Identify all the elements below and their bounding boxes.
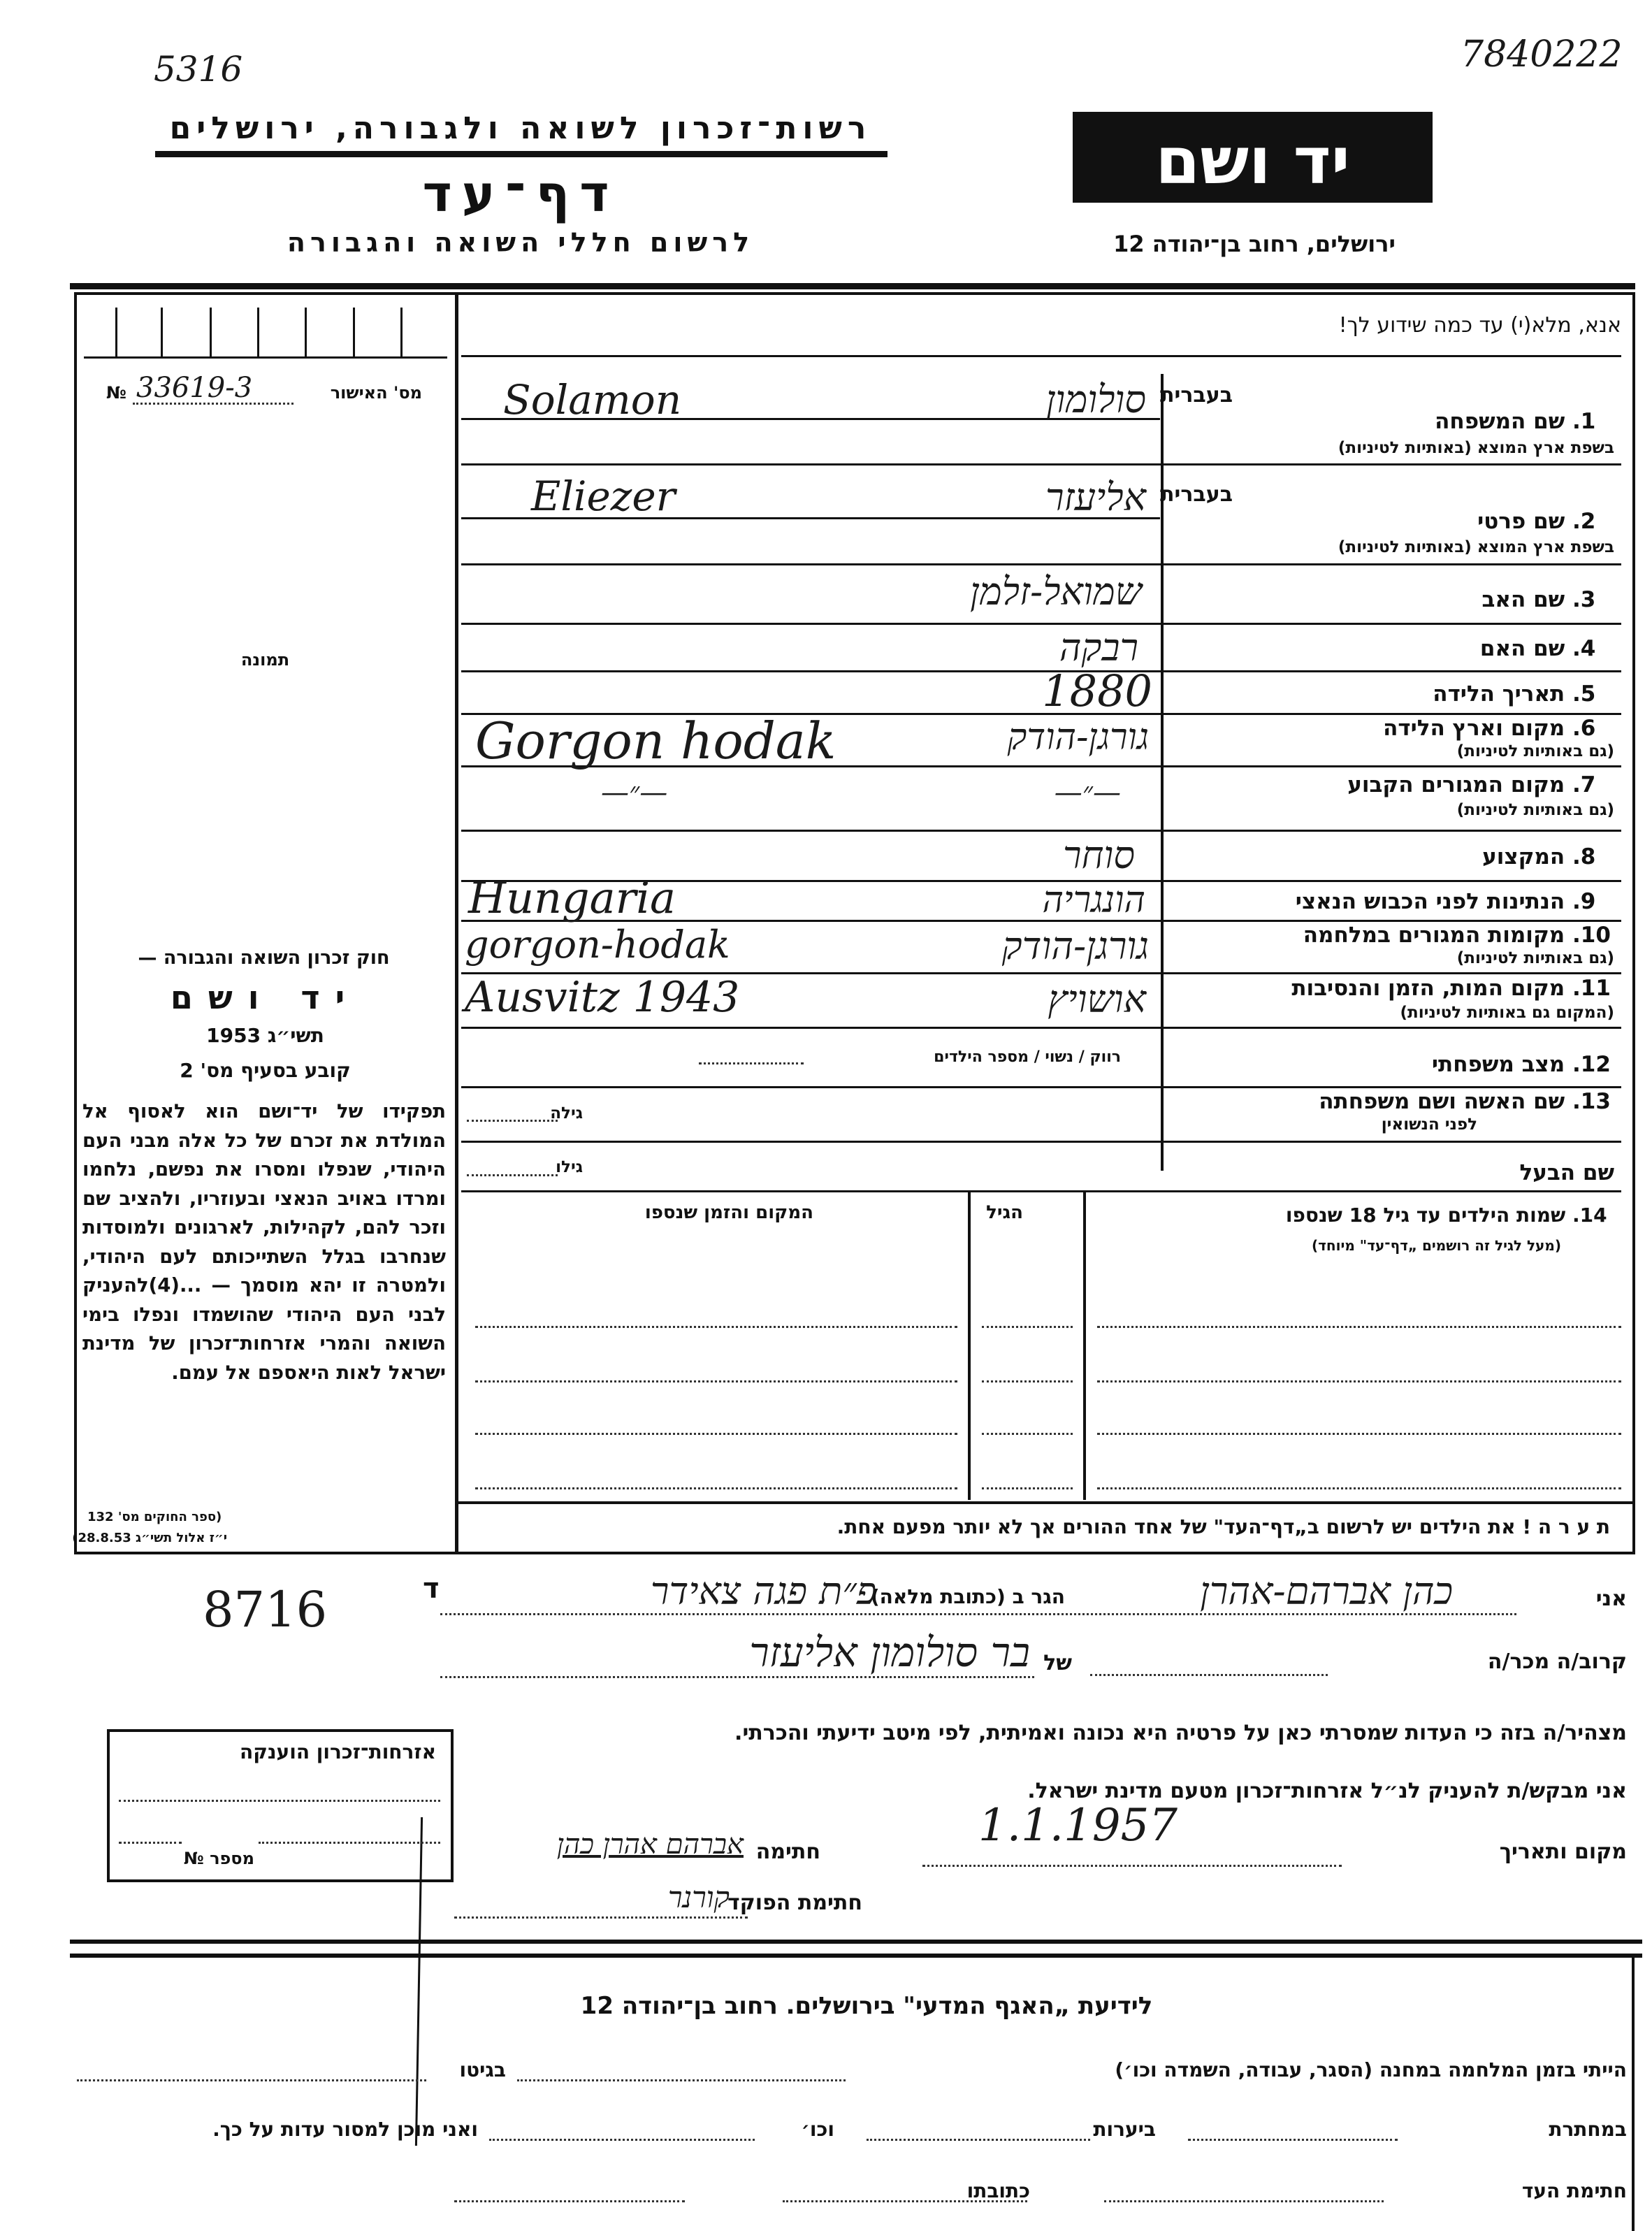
org-name: רשות־זכרון לשואה ולגבורה, ירושלים [169, 110, 872, 146]
place-date-label: מקום ותאריך [1499, 1840, 1627, 1864]
field-sublabel-wartime-residence: (גם באותיות לטיניות) [1456, 949, 1614, 967]
left-column-divider [455, 292, 458, 1554]
date-line [922, 1865, 1342, 1867]
wife-age-label: גילה [550, 1104, 583, 1122]
camp-line[interactable] [517, 2079, 846, 2081]
declarant-name[interactable]: כהן אברהם-אהרן [1200, 1569, 1453, 1613]
page-title: דף־עד [422, 164, 619, 223]
value-death-latin[interactable]: Ausvitz 1943 [465, 973, 740, 1022]
approval-line [133, 403, 294, 405]
husband-age-line[interactable] [467, 1174, 558, 1176]
handwritten-note-top-right: 7840222 [1461, 34, 1623, 75]
field-label-birth-place: 6. מקום וארץ הלידה [1383, 716, 1596, 741]
value-death-hebrew[interactable]: אושויץ [1048, 977, 1146, 1021]
org-underline [155, 151, 887, 157]
field-label-first-name: 2. שם פרטי [1477, 509, 1596, 534]
field-label-wife-name: 13. שם האשה ושם משפחתה [1319, 1089, 1611, 1114]
witness-signature-line[interactable] [1104, 2200, 1384, 2202]
handwritten-note-top-left: 5316 [154, 49, 243, 89]
declarant-address[interactable]: פ״ת פגה צאידר [650, 1569, 876, 1613]
header-rule [70, 283, 1635, 289]
page-subtitle: לרשום חללי השואה והגבורה [287, 227, 755, 258]
witness-address-label: כתובתו [966, 2179, 1030, 2202]
value-wartime-residence-hebrew[interactable]: גורגן-הודק [1001, 924, 1149, 968]
ready-to-testify: ואני מוכן למסור עדות על כך. [212, 2118, 478, 2141]
residing-label: הגר ב (כתובת מלאה) [870, 1585, 1065, 1608]
underground-line[interactable] [1188, 2139, 1398, 2141]
law-reference-2: י״ז אלול תשי״ג 28.8.53) [72, 1531, 227, 1545]
value-residence-latin[interactable]: —״— [601, 777, 668, 809]
ghetto-line[interactable] [77, 2079, 426, 2081]
field-label-birth-date: 5. תאריך הלידה [1433, 681, 1596, 707]
value-birth-place-hebrew[interactable]: גורגן-הודק [1007, 716, 1149, 758]
field-label-mother-name: 4. שם האם [1479, 636, 1596, 661]
field-label-nationality: 9. הנתינות לפני הכבוש הנאצי [1295, 889, 1596, 914]
children-col-divider-2 [1083, 1192, 1086, 1500]
in-hebrew-label-2: בעברית [1160, 482, 1233, 507]
in-hebrew-label-1: בעברית [1160, 383, 1233, 407]
law-name: יד ושם [170, 979, 361, 1016]
declarant-line [440, 1613, 1516, 1615]
value-birth-place-latin[interactable]: Gorgon hodak [475, 712, 836, 770]
value-birth-date[interactable]: 1880 [1042, 665, 1152, 716]
value-family-name-latin[interactable]: Solamon [503, 376, 682, 424]
memorial-citizenship-line-2b[interactable] [259, 1842, 440, 1844]
photo-label: תמונה [240, 650, 290, 670]
scientific-dept-notice: לידיעת „האגף המדעי" בירושלים. רחוב בן־יהודה 12 [580, 1992, 1153, 2020]
law-reference-1: (ספר החוקים מס' 132 [87, 1510, 222, 1524]
recorder-signature[interactable]: קורנר [667, 1880, 730, 1914]
value-first-name-hebrew[interactable]: אליעזר [1045, 475, 1146, 519]
field-label-residence: 7. מקום המגורים הקבוע [1347, 772, 1596, 797]
header-address: ירושלים, רחוב בן־יהודה 12 [1113, 231, 1396, 257]
field-label-marital-status: 12. מצב משפחתי [1431, 1052, 1611, 1077]
field-label-wartime-residence: 10. מקומות המגורים במלחמה [1303, 923, 1611, 948]
file-note: 8716 [203, 1581, 328, 1638]
field-sublabel-death: (המקום גם באותיות לטיניות) [1400, 1004, 1614, 1022]
field-sublabel-first-name: בשפת ארץ המוצא (באותיות לטיניות) [1338, 538, 1614, 556]
wife-age-line[interactable] [467, 1120, 558, 1122]
recorder-signature-label: חתימת הפוקד [727, 1891, 862, 1915]
forests-label: ביערות [1093, 2118, 1156, 2141]
law-year: תשי״ג 1953 [206, 1024, 324, 1047]
children-label: 14. שמות הילדים עד גיל 18 שנספו [1285, 1204, 1607, 1227]
date-value[interactable]: 1.1.1957 [978, 1800, 1178, 1851]
field-sublabel-wife-name: לפני הנשואין [1381, 1116, 1477, 1134]
marital-status-options[interactable]: רווק / נשוי / מספר הילדים [934, 1048, 1121, 1066]
etc-line[interactable] [489, 2139, 755, 2141]
children-col-divider-1 [968, 1192, 971, 1500]
law-body: תפקידו של יד־ושם הוא לאסוף אל המולדת את זכרם של כל אלה מבני העם היהודי, שנפלו ומסרו את נפשם, נלחמו ומרדו באויב הנאצי ובעוזריו, ולהציב שם וזכר להם, לקהילות, לארגונים ולמוסדות שנחרבו בגלל השתייכותם לעם היהודי, ולמטרה זו יהא מוסמך — ...(4)להעניק לבני העם היהודי שהושמדו ונפלו בימי השואה והמרי אזרחות־זכרון של מדינת ישראל לאות היאספם אל עמם. [82, 1100, 446, 1384]
number-sign: № [106, 383, 126, 403]
law-section: קובע בסעיף מס' 2 [180, 1059, 351, 1082]
approval-label: מס' האישור [330, 383, 422, 403]
underground-label: במחתרת [1549, 2118, 1627, 2141]
field-label-husband-name: שם הבעל [1519, 1160, 1614, 1185]
value-father-name[interactable]: שמואל-זלמן [969, 570, 1142, 614]
field-sublabel-family-name: בשפת ארץ המוצא (באותיות לטיניות) [1338, 439, 1614, 457]
of-label: של [1043, 1651, 1072, 1675]
value-family-name-hebrew[interactable]: סולומון [1045, 377, 1146, 421]
relative-label: קרוב/ה מכר/ה [1487, 1649, 1627, 1674]
bottom-right-border [1632, 1957, 1635, 2231]
field-label-family-name: 1. שם המשפחה [1435, 409, 1596, 434]
form-instruction: אנא, מלא(י) עד כמה שידוע לך! [1338, 313, 1621, 338]
value-nationality-hebrew[interactable]: הונגריה [1042, 879, 1145, 921]
value-profession[interactable]: סוחר [1062, 833, 1135, 877]
children-age-header: הגיל [986, 1202, 1023, 1223]
children-sublabel: (מעל לגיל זה רושמים „דף־עד" מיוחד) [1311, 1237, 1561, 1254]
witness-address-line-1[interactable] [783, 2200, 1027, 2202]
warning-rule [458, 1501, 1635, 1504]
value-nationality-latin[interactable]: Hungaria [468, 872, 676, 923]
approval-number: 33619-3 [136, 372, 253, 404]
children-place-header: המקום והזמן שנספו [644, 1202, 813, 1223]
field-sublabel-birth-place: (גם באותיות לטיניות) [1456, 742, 1614, 760]
husband-age-label: גילו [556, 1158, 583, 1176]
value-residence-hebrew[interactable]: —״— [1054, 777, 1121, 809]
witness-address-line-2[interactable] [454, 2200, 685, 2202]
field-label-father-name: 3. שם האב [1481, 587, 1596, 612]
recorder-line [454, 1916, 748, 1919]
section-rule-2 [70, 1954, 1642, 1958]
children-warning: ת ע ר ה ! את הילדים יש לרשום ב„דף־העד" של אחד ההורים אך לא יותר מפעם אחת. [836, 1515, 1610, 1538]
field-sublabel-residence: (גם באותיות לטיניות) [1456, 801, 1614, 819]
field-label-profession: 8. המקצוע [1482, 844, 1596, 869]
law-title: חוק זכרון השואה והגבורה — [138, 947, 390, 969]
memorial-citizenship-line-2a [119, 1842, 182, 1844]
file-mark: ד [423, 1573, 440, 1605]
value-mother-name[interactable]: רבקה [1059, 626, 1138, 670]
of-line [440, 1676, 1034, 1678]
signature[interactable]: אברהם אהרן כהן [556, 1828, 744, 1861]
memorial-citizenship-number-label: מספר № [183, 1849, 254, 1868]
camp-label: הייתי בזמן המלחמה במחנה (הסגר, עבודה, השמדה וכו׳) [1115, 2058, 1627, 2081]
etc-label: וכו׳ [801, 2118, 834, 2141]
instruction-rule [461, 355, 1621, 357]
declaration-i: אני [1595, 1587, 1627, 1611]
section-rule-1 [70, 1940, 1642, 1944]
signature-label: חתימה [755, 1840, 820, 1864]
declaration-statement: מצהיר/ה בזה כי העדות שמסרתי כאן על פרטיה היא נכונה ואמיתית, לפי מיטב ידיעתי והכרתי. [734, 1721, 1627, 1745]
yad-vashem-logo: יד ושם [1073, 112, 1433, 203]
memorial-citizenship-line-1[interactable] [119, 1800, 440, 1802]
citizenship-request: אני מבקש/ת להעניק לנ״ל אזרחות־זכרון מטעם מדינת ישראל. [1027, 1779, 1627, 1803]
value-wartime-residence-latin[interactable]: gorgon-hodak [465, 923, 730, 967]
field-label-death: 11. מקום המות, הזמן והנסיבות [1291, 976, 1611, 1001]
relative-of-name[interactable]: בר סולומון אליעזר [749, 1629, 1030, 1676]
ghetto-label: בגיטו [459, 2058, 506, 2081]
relative-line[interactable] [1090, 1674, 1328, 1676]
value-first-name-latin[interactable]: Eliezer [531, 472, 676, 520]
memorial-citizenship-title: אזרחות־זכרון הוענקה [240, 1740, 436, 1763]
witness-signature-label: חתימת העד [1521, 2179, 1627, 2202]
forests-line[interactable] [867, 2139, 1090, 2141]
marital-dotted-line [699, 1062, 804, 1064]
